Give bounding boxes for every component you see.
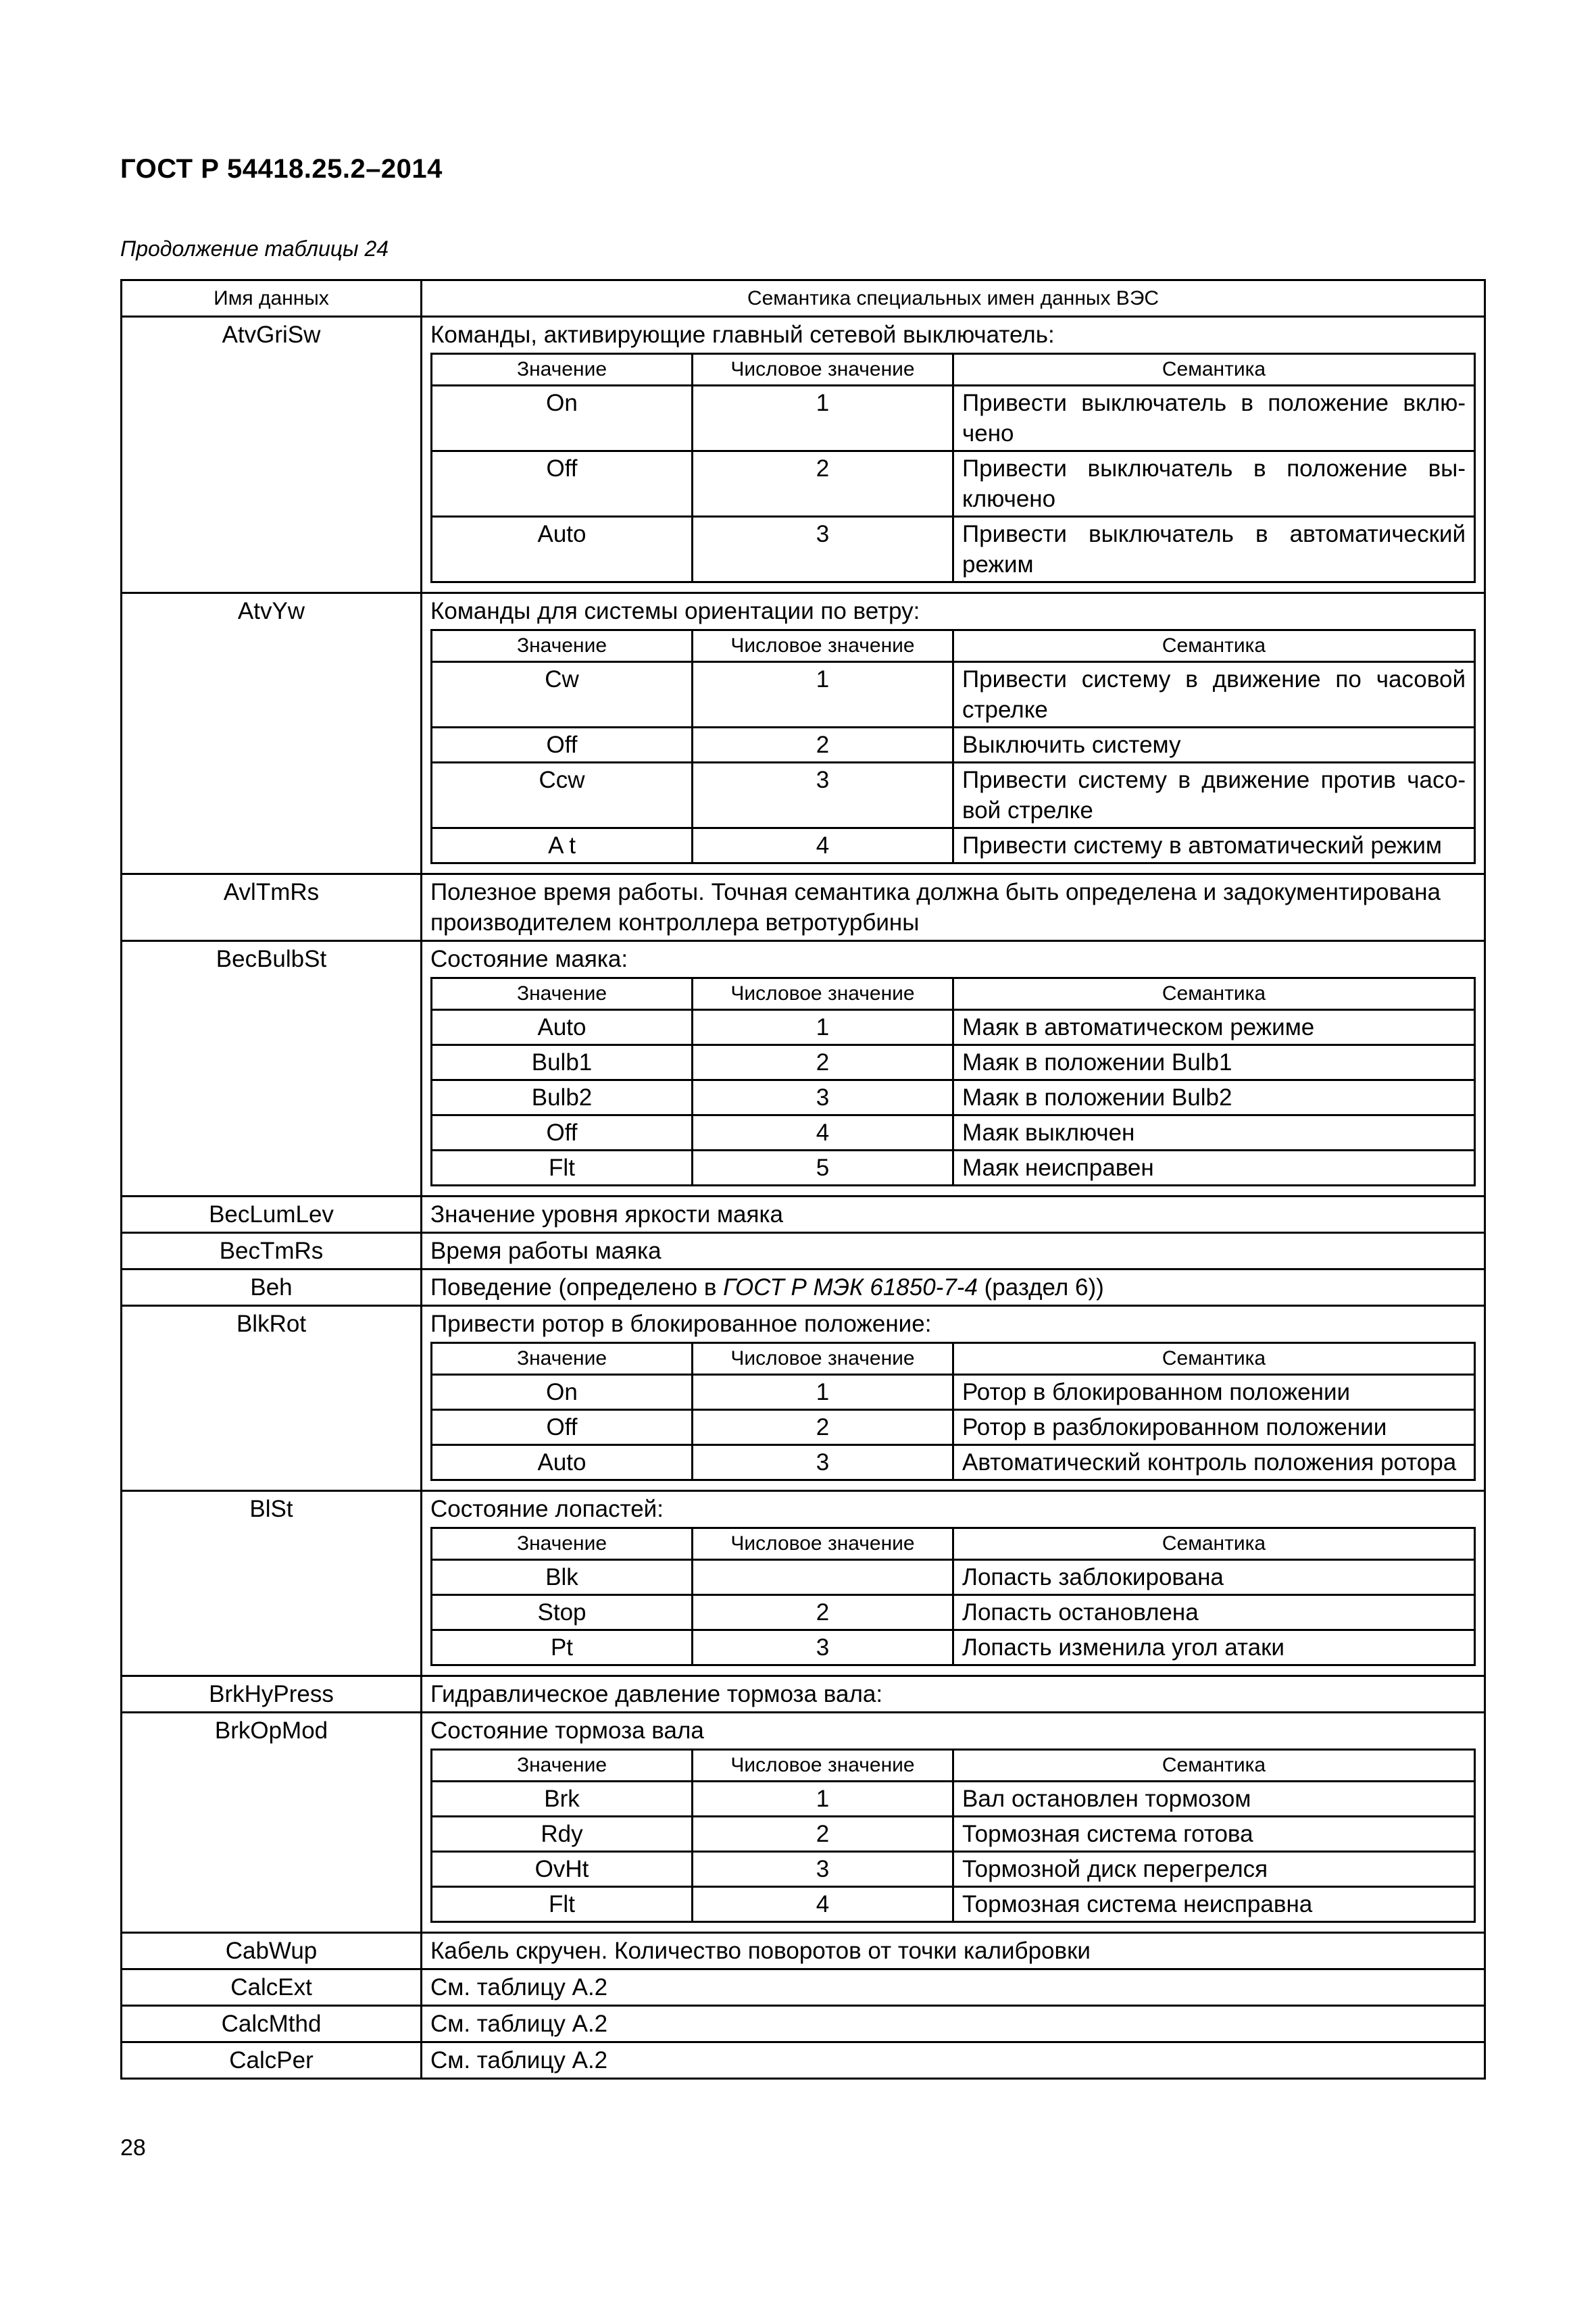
value-table-header: [432, 354, 1475, 386]
table-row: [122, 874, 1485, 941]
data-name-cell: BlkRot: [122, 1306, 422, 1491]
value-semantics-cell: Привести систему в движение против часовой стрелке: [953, 763, 1475, 828]
value-table: [430, 353, 1476, 583]
numeric-value-cell: 4: [693, 1887, 953, 1922]
table-header-row: [122, 280, 1485, 317]
value-semantics-cell: Маяк в положении Bulb1: [953, 1045, 1475, 1080]
document-title: ГОСТ Р 54418.25.2–2014: [120, 154, 443, 184]
semantics-cell: [422, 1233, 1485, 1269]
table-row: [122, 1933, 1485, 1969]
semantics-header: Семантика: [953, 354, 1475, 386]
semantics-cell: [422, 1197, 1485, 1233]
value-semantics-cell: Лопасть остановлена: [953, 1595, 1475, 1630]
value-header: Значение: [432, 630, 693, 662]
numeric-value-cell: 3: [693, 1852, 953, 1887]
value-cell: Cw: [432, 662, 693, 728]
value-row: [432, 451, 1475, 517]
numeric-value-cell: 3: [693, 1080, 953, 1115]
value-row: [432, 1630, 1475, 1665]
semantics-cell: [422, 593, 1485, 874]
semantics-text: Полезное время работы. Точная семантика должна быть определена и задокументирована производителем контроллера ветротурбины: [430, 879, 1441, 936]
value-table: [430, 1749, 1476, 1923]
semantics-header: Семантика: [953, 1528, 1475, 1560]
value-semantics-cell: Маяк в автоматическом режиме: [953, 1010, 1475, 1045]
data-names-table: [120, 279, 1486, 2080]
standard-reference: ГОСТ Р МЭК 61850-7-4: [723, 1274, 978, 1301]
numeric-value-cell: 1: [693, 1375, 953, 1410]
value-row: [432, 1560, 1475, 1595]
data-name-cell: CalcPer: [122, 2042, 422, 2079]
value-row: [432, 1887, 1475, 1922]
table-row: [122, 1491, 1485, 1676]
value-row: [432, 728, 1475, 763]
semantics-header: Семантика: [953, 630, 1475, 662]
semantics-text: [430, 1272, 1476, 1303]
value-semantics-cell: Маяк неисправен: [953, 1151, 1475, 1186]
numeric-value-cell: 1: [693, 1010, 953, 1045]
numeric-value-cell: 4: [693, 828, 953, 863]
value-cell: Off: [432, 1115, 693, 1151]
value-row: [432, 1080, 1475, 1115]
semantics-cell: [422, 1713, 1485, 1933]
table-continuation-caption: Продолжение таблицы 24: [120, 236, 389, 261]
semantics-text: Значение уровня яркости маяка: [430, 1201, 783, 1228]
data-name-cell: AtvYw: [122, 593, 422, 874]
semantics-text: Время работы маяка: [430, 1238, 662, 1264]
data-name-cell: AvlTmRs: [122, 874, 422, 941]
numeric-value-cell: 2: [693, 451, 953, 517]
value-semantics-cell: Привести выключатель в автоматический режим: [953, 517, 1475, 582]
semantics-text: Состояние маяка:: [430, 946, 628, 972]
value-semantics-cell: Привести систему в движение по часовой стрелке: [953, 662, 1475, 728]
value-cell: OvHt: [432, 1852, 693, 1887]
semantics-cell: [422, 2042, 1485, 2079]
value-row: [432, 1375, 1475, 1410]
value-row: [432, 1817, 1475, 1852]
value-cell: A t: [432, 828, 693, 863]
value-row: [432, 828, 1475, 863]
value-semantics-cell: Привести выключатель в положение включено: [953, 386, 1475, 451]
numeric-value-header: Числовое значение: [693, 1528, 953, 1560]
numeric-value-cell: 4: [693, 1115, 953, 1151]
value-cell: Off: [432, 728, 693, 763]
value-semantics-cell: Маяк в положении Bulb2: [953, 1080, 1475, 1115]
value-cell: Off: [432, 1410, 693, 1445]
table-row: [122, 2006, 1485, 2042]
value-table: [430, 1527, 1476, 1666]
data-name-cell: AtvGriSw: [122, 317, 422, 593]
value-table: [430, 1342, 1476, 1481]
value-header: Значение: [432, 1343, 693, 1375]
data-name-cell: CalcExt: [122, 1969, 422, 2006]
semantics-text: Команды, активирующие главный сетевой выключатель:: [430, 322, 1055, 348]
value-header: Значение: [432, 1750, 693, 1782]
value-row: [432, 386, 1475, 451]
data-name-cell: CalcMthd: [122, 2006, 422, 2042]
value-table-header: [432, 978, 1475, 1010]
data-name-cell: Beh: [122, 1269, 422, 1306]
column-header-semantics: Семантика специальных имен данных ВЭС: [422, 280, 1485, 317]
semantics-cell: [422, 1269, 1485, 1306]
value-table-header: [432, 1343, 1475, 1375]
value-semantics-cell: Тормозной диск перегрелся: [953, 1852, 1475, 1887]
value-semantics-cell: Привести выключатель в положение выключено: [953, 451, 1475, 517]
value-semantics-cell: Лопасть заблокирована: [953, 1560, 1475, 1595]
value-row: [432, 1782, 1475, 1817]
data-name-cell: BrkOpMod: [122, 1713, 422, 1933]
numeric-value-header: Числовое значение: [693, 1750, 953, 1782]
value-cell: Auto: [432, 517, 693, 582]
data-name-cell: BecLumLev: [122, 1197, 422, 1233]
value-row: [432, 517, 1475, 582]
value-cell: Pt: [432, 1630, 693, 1665]
semantics-header: Семантика: [953, 978, 1475, 1010]
value-row: [432, 1410, 1475, 1445]
semantics-cell: [422, 874, 1485, 941]
table-row: [122, 941, 1485, 1197]
semantics-header: Семантика: [953, 1750, 1475, 1782]
semantics-cell: [422, 2006, 1485, 2042]
numeric-value-cell: 3: [693, 517, 953, 582]
value-row: [432, 1595, 1475, 1630]
value-row: [432, 1445, 1475, 1480]
value-cell: Rdy: [432, 1817, 693, 1852]
value-row: [432, 662, 1475, 728]
semantics-cell: [422, 317, 1485, 593]
value-header: Значение: [432, 354, 693, 386]
page-number: 28: [120, 2135, 146, 2161]
value-semantics-cell: Тормозная система готова: [953, 1817, 1475, 1852]
value-semantics-cell: Лопасть изменила угол атаки: [953, 1630, 1475, 1665]
semantics-text: Кабель скручен. Количество поворотов от точки калибровки: [430, 1938, 1091, 1964]
numeric-value-header: Числовое значение: [693, 630, 953, 662]
value-cell: Bulb1: [432, 1045, 693, 1080]
numeric-value-cell: [693, 1560, 953, 1595]
numeric-value-cell: 2: [693, 1595, 953, 1630]
numeric-value-cell: 1: [693, 1782, 953, 1817]
numeric-value-cell: 2: [693, 728, 953, 763]
numeric-value-cell: 2: [693, 1410, 953, 1445]
value-row: [432, 1852, 1475, 1887]
value-cell: Flt: [432, 1887, 693, 1922]
table-row: [122, 317, 1485, 593]
value-cell: Bulb2: [432, 1080, 693, 1115]
semantics-text-post: (раздел 6)): [977, 1274, 1104, 1301]
semantics-header: Семантика: [953, 1343, 1475, 1375]
semantics-cell: [422, 1969, 1485, 2006]
semantics-text-pre: Поведение (определено в: [430, 1274, 724, 1301]
semantics-text: Состояние тормоза вала: [430, 1717, 704, 1744]
value-row: [432, 1151, 1475, 1186]
value-row: [432, 763, 1475, 828]
semantics-text: См. таблицу А.2: [430, 1974, 608, 2001]
semantics-text: См. таблицу А.2: [430, 2047, 608, 2073]
table-row: [122, 1676, 1485, 1713]
column-header-name: Имя данных: [122, 280, 422, 317]
value-cell: Auto: [432, 1010, 693, 1045]
semantics-cell: [422, 1306, 1485, 1491]
value-semantics-cell: Тормозная система неисправна: [953, 1887, 1475, 1922]
value-table-header: [432, 1750, 1475, 1782]
value-cell: Ccw: [432, 763, 693, 828]
table-row: [122, 1306, 1485, 1491]
value-semantics-cell: Вал остановлен тормозом: [953, 1782, 1475, 1817]
numeric-value-cell: 3: [693, 763, 953, 828]
numeric-value-cell: 3: [693, 1445, 953, 1480]
semantics-text: Команды для системы ориентации по ветру:: [430, 598, 920, 624]
data-name-cell: BlSt: [122, 1491, 422, 1676]
value-cell: Off: [432, 451, 693, 517]
value-semantics-cell: Автоматический контроль положения ротора: [953, 1445, 1475, 1480]
numeric-value-cell: 1: [693, 386, 953, 451]
table-row: [122, 1197, 1485, 1233]
data-name-cell: CabWup: [122, 1933, 422, 1969]
value-semantics-cell: Ротор в блокированном положении: [953, 1375, 1475, 1410]
value-cell: Brk: [432, 1782, 693, 1817]
value-table-header: [432, 630, 1475, 662]
semantics-cell: [422, 1676, 1485, 1713]
value-semantics-cell: Маяк выключен: [953, 1115, 1475, 1151]
numeric-value-header: Числовое значение: [693, 1343, 953, 1375]
value-semantics-cell: Ротор в разблокированном положении: [953, 1410, 1475, 1445]
value-semantics-cell: Привести систему в автоматический режим: [953, 828, 1475, 863]
semantics-text: Привести ротор в блокированное положение:: [430, 1311, 932, 1337]
table-row: [122, 1713, 1485, 1933]
semantics-cell: [422, 1933, 1485, 1969]
semantics-cell: [422, 1491, 1485, 1676]
value-table: [430, 629, 1476, 864]
semantics-cell: [422, 941, 1485, 1197]
semantics-text: Гидравлическое давление тормоза вала:: [430, 1681, 883, 1707]
value-row: [432, 1045, 1475, 1080]
numeric-value-cell: 1: [693, 662, 953, 728]
value-cell: Auto: [432, 1445, 693, 1480]
table-row: [122, 1969, 1485, 2006]
numeric-value-cell: 2: [693, 1817, 953, 1852]
data-name-cell: BecBulbSt: [122, 941, 422, 1197]
semantics-text: Состояние лопастей:: [430, 1496, 664, 1522]
value-header: Значение: [432, 978, 693, 1010]
value-table: [430, 977, 1476, 1186]
value-cell: On: [432, 1375, 693, 1410]
value-cell: Stop: [432, 1595, 693, 1630]
table-row: [122, 2042, 1485, 2079]
value-cell: Flt: [432, 1151, 693, 1186]
value-row: [432, 1010, 1475, 1045]
table-row: [122, 1269, 1485, 1306]
semantics-text: См. таблицу А.2: [430, 2011, 608, 2037]
value-row: [432, 1115, 1475, 1151]
numeric-value-cell: 3: [693, 1630, 953, 1665]
numeric-value-cell: 2: [693, 1045, 953, 1080]
value-header: Значение: [432, 1528, 693, 1560]
value-table-header: [432, 1528, 1475, 1560]
table-row: [122, 593, 1485, 874]
value-semantics-cell: Выключить систему: [953, 728, 1475, 763]
data-name-cell: BrkHyPress: [122, 1676, 422, 1713]
numeric-value-header: Числовое значение: [693, 354, 953, 386]
data-name-cell: BecTmRs: [122, 1233, 422, 1269]
value-cell: On: [432, 386, 693, 451]
numeric-value-header: Числовое значение: [693, 978, 953, 1010]
value-cell: Blk: [432, 1560, 693, 1595]
numeric-value-cell: 5: [693, 1151, 953, 1186]
table-row: [122, 1233, 1485, 1269]
